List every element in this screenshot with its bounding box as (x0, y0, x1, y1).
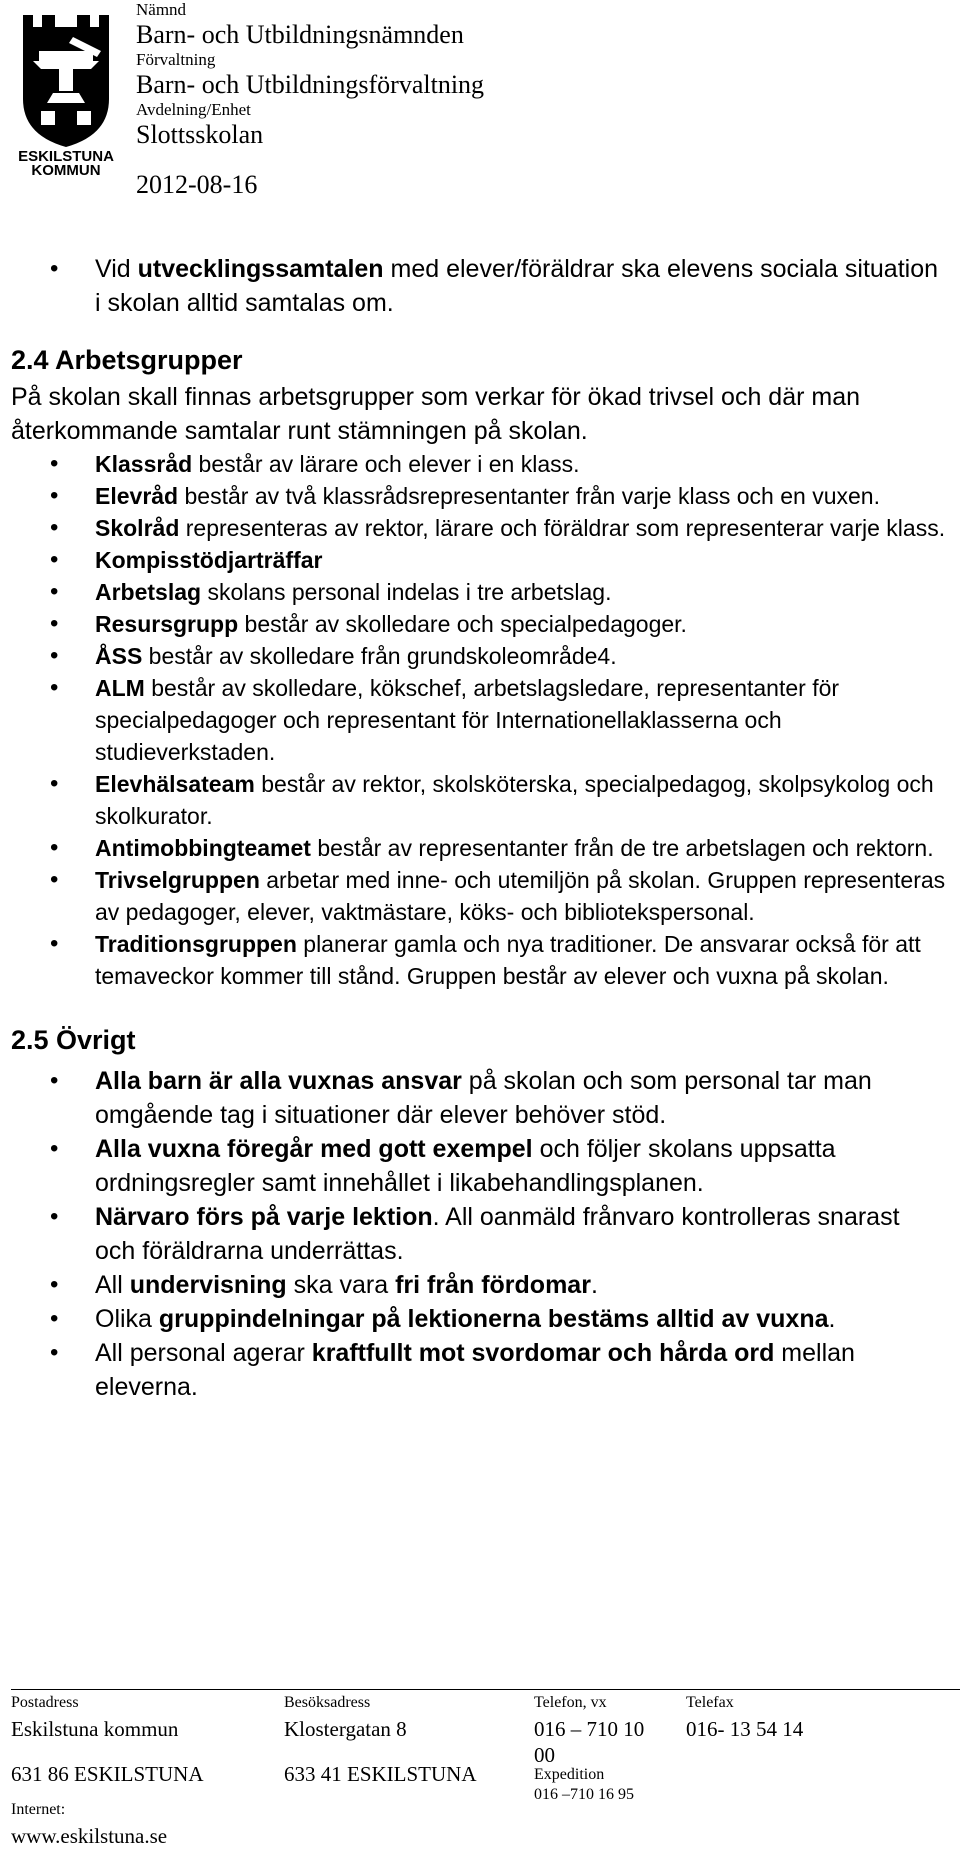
forvaltning-label: Förvaltning (136, 50, 216, 69)
document-date: 2012-08-16 (136, 170, 258, 199)
svg-text:ESKILSTUNA: ESKILSTUNA (18, 148, 114, 165)
section-heading: 2.4 Arbetsgrupper (11, 345, 243, 375)
list-item: • Skolråd representeras av rektor, lärare och föräldrar som representerar varje klass. (11, 512, 946, 544)
list-item: • ALM består av skolledare, kökschef, arbetslagsledare, representanter för specialpedagoger och representant för Internationellaklasserna och studieverkstaden. (11, 672, 946, 768)
list-item: • All personal agerar kraftfullt mot svordomar och hårda ord mellan eleverna. (11, 1336, 946, 1404)
list-item: • ÅSS består av skolledare från grundskoleområde4. (11, 640, 946, 672)
list-item: • Arbetslag skolans personal indelas i tre arbetslag. (11, 576, 946, 608)
document-footer (11, 1690, 960, 1865)
list-item: • Vid utvecklingssamtalen med elever/föräldrar ska elevens sociala situation i skolan alltid samtalas om. (11, 252, 946, 320)
list-item: • Elevråd består av två klassrådsrepresentanter från varje klass och en vuxen. (11, 480, 946, 512)
list-item: • Alla barn är alla vuxnas ansvar på skolan och som personal tar man omgående tag i situationer där elever behöver stöd. (11, 1064, 946, 1132)
list-item: • Trivselgruppen arbetar med inne- och utemiljön på skolan. Gruppen representeras av pedagoger, elever, vaktmästare, köks- och bibliotekspersonal. (11, 864, 946, 928)
section-heading: 2.5 Övrigt (11, 1025, 136, 1055)
section-paragraph: På skolan skall finnas arbetsgrupper som verkar för ökad trivsel och där man återkommande samtalar runt stämningen på skolan. (11, 383, 860, 445)
footer-telefon: Telefon, vx 016 – 710 10 00 Expedition 016 –710 16 95 (534, 1694, 645, 1803)
namnd-label: Nämnd (136, 0, 187, 19)
eskilstuna-kommun-logo (11, 7, 121, 175)
website-link[interactable]: www.eskilstuna.se (11, 1824, 168, 1848)
footer-besoksadress: Besöksadress Klostergatan 8 633 41 ESKILSTUNA (284, 1694, 477, 1786)
avdelning-label: Avdelning/Enhet (136, 100, 251, 119)
list-item: • All undervisning ska vara fri från fördomar. (11, 1268, 946, 1302)
avdelning-value: Slottsskolan (136, 120, 264, 149)
list-item: • Alla vuxna föregår med gott exempel och följer skolans uppsatta ordningsregler samt innehållet i likabehandlingsplanen. (11, 1132, 946, 1200)
list-item: • Elevhälsateam består av rektor, skolsköterska, specialpedagog, skolpsykolog och skolkurator. (11, 768, 946, 832)
ovrigt-list (11, 1064, 946, 1404)
list-item: • Resursgrupp består av skolledare och specialpedagoger. (11, 608, 946, 640)
footer-postadress: Postadress Eskilstuna kommun 631 86 ESKILSTUNA Internet: www.eskilstuna.se (11, 1690, 281, 1849)
namnd-value: Barn- och Utbildningsnämnden (136, 20, 464, 49)
document-header (136, 0, 484, 200)
list-item: • Olika gruppindelningar på lektionerna bestäms alltid av vuxna. (11, 1302, 946, 1336)
coat-of-arms-icon (11, 7, 121, 175)
list-item: • Kompisstödjarträffar (11, 544, 946, 576)
list-item: • Antimobbingteamet består av representanter från de tre arbetslagen och rektorn. (11, 832, 946, 864)
arbetsgrupper-list (11, 448, 946, 992)
list-item: • Närvaro förs på varje lektion. All oanmäld frånvaro kontrolleras snarast och föräldrarna underrättas. (11, 1200, 946, 1268)
list-item: • Traditionsgruppen planerar gamla och nya traditioner. De ansvarar också för att temaveckor kommer till stånd. Gruppen består av elever och vuxna på skolan. (11, 928, 946, 992)
intro-list (11, 252, 946, 320)
forvaltning-value: Barn- och Utbildningsförvaltning (136, 70, 485, 99)
document-body (11, 252, 946, 1404)
list-item: • Klassråd består av lärare och elever i en klass. (11, 448, 946, 480)
svg-text:KOMMUN: KOMMUN (31, 162, 101, 175)
footer-telefax: Telefax 016- 13 54 14 (686, 1694, 804, 1741)
